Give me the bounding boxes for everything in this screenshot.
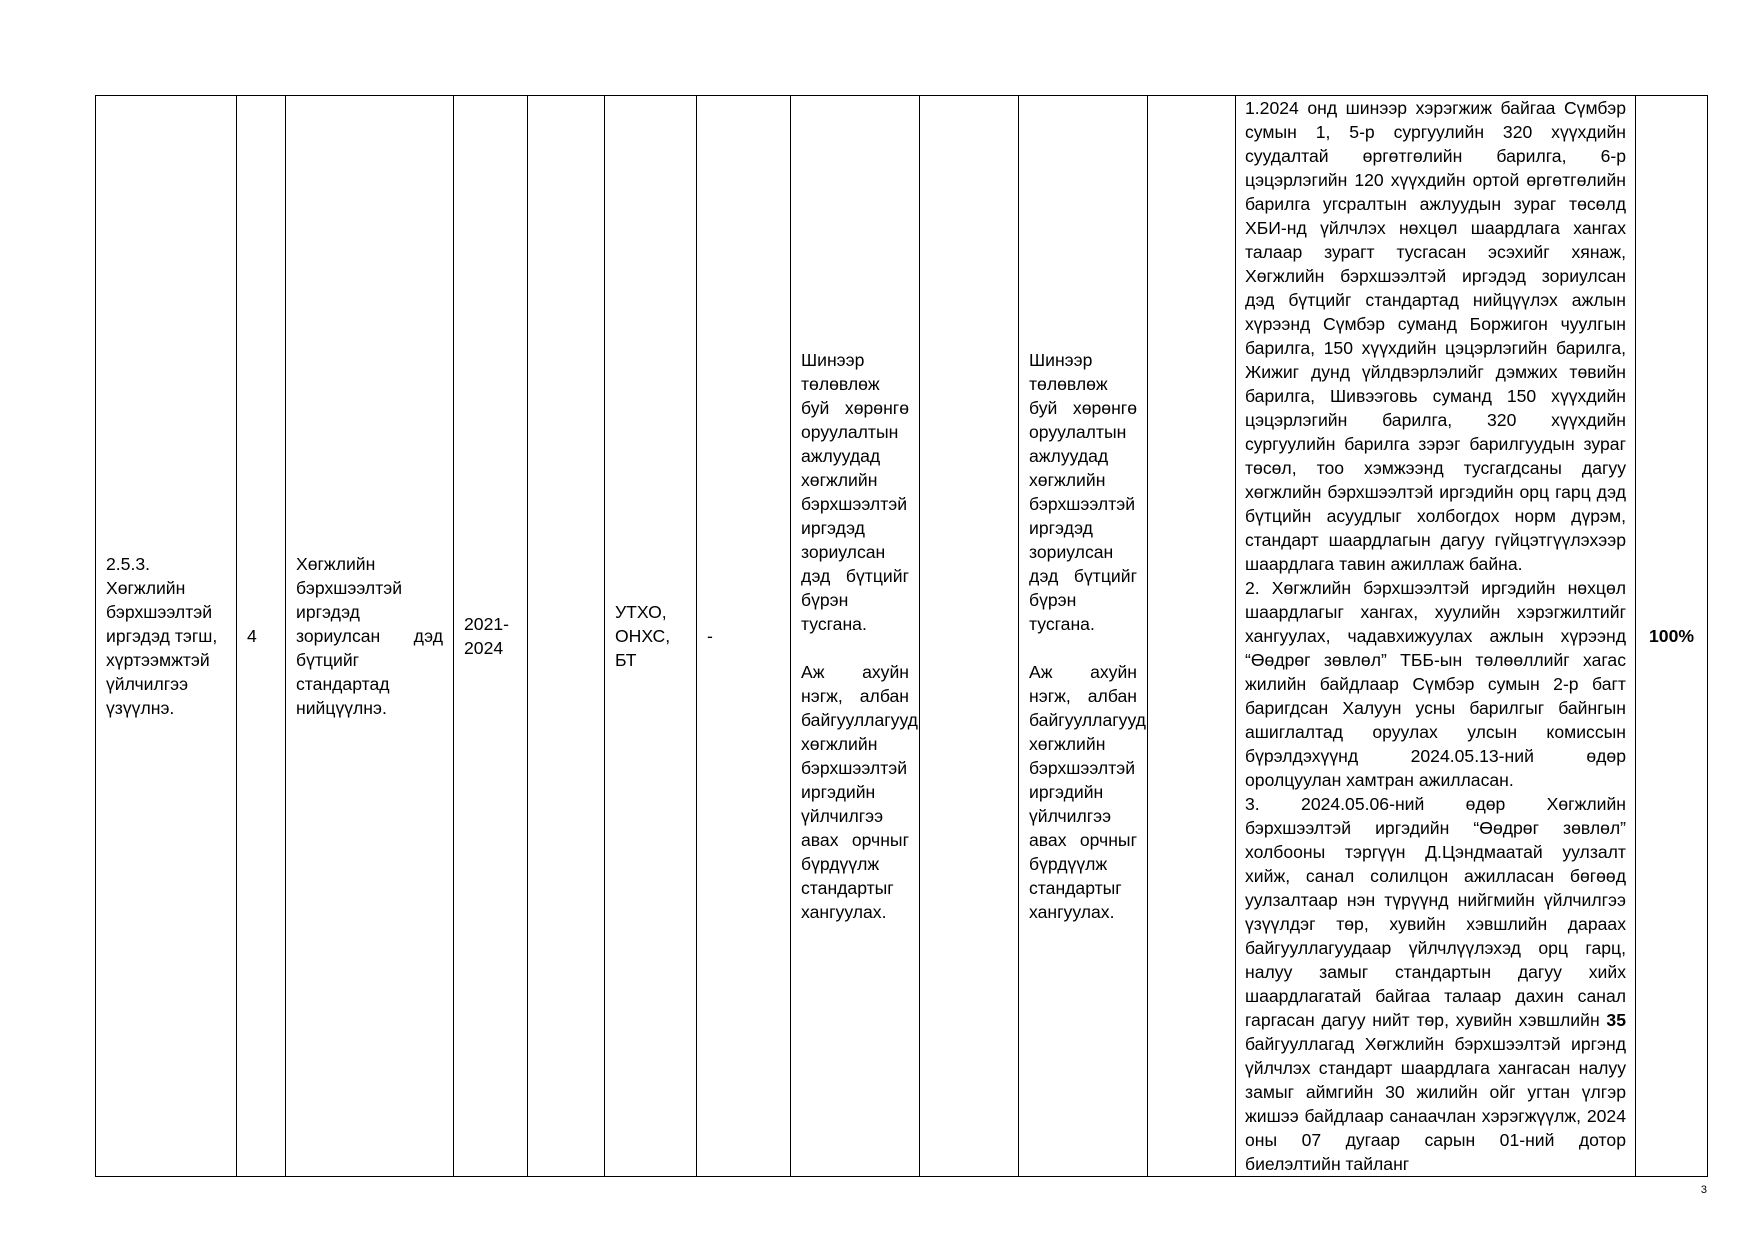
goal-code: 2.5.3. (106, 554, 151, 574)
target-text-2: Аж ахуйн нэгж, албан байгууллагууд хөгжлийн бэрхшээлтэй иргэдийн үйлчилгээ авах орчныг бүрдүүлж стандартыг хангуулах. (1029, 662, 1151, 922)
indicator-text-2: Аж ахуйн нэгж, албан байгууллагууд хөгжлийн бэрхшээлтэй иргэдийн үйлчилгээ авах орчныг бүрдүүлж стандартыг хангуулах. (801, 662, 923, 922)
report-paragraph-2: 2. Хөгжлийн бэрхшээлтэй иргэдийн нөхцөл шаардлагыг хангах, хуулийн хэрэгжилтийг хангуулах, чадавхижуулах ажлын хүрээнд “Өөдрөг зөвлөл” ТББ-ын төлөөллийг хагас жилийн байдлаар Сүмбэр сумын 2-р багт баригдсан Халуун усны барилгыг байнгын ашиглалтад оруулах улсын комиссын бүрэлдэхүүнд 2024.05.13-ний өдөр оролцуулан хамтран ажилласан. (1245, 578, 1626, 790)
plan-implementation-table (95, 95, 1708, 1177)
empty-cell-5 (528, 96, 605, 1177)
period-text: 2021-2024 (464, 614, 509, 658)
indicator-text-1: Шинээр төлөвлөж буй хөрөнгө оруулалтын ажлуудад хөгжлийн бэрхшээлтэй иргэдэд зориулсан дэд бүтцийг бүрэн тусгана. (801, 350, 914, 634)
row-number: 4 (247, 626, 257, 646)
action-text: Хөгжлийн бэрхшээлтэй иргэдэд зориулсан дэд бүтцийг стандартад нийцүүлнэ. (296, 554, 448, 718)
page-number: 3 (1700, 1184, 1707, 1196)
target-cell (1019, 96, 1151, 1177)
target-text-1: Шинээр төлөвлөж буй хөрөнгө оруулалтын ажлуудад хөгжлийн бэрхшээлтэй иргэдэд зориулсан дэд бүтцийг бүрэн тусгана. (1029, 350, 1142, 634)
number-cell (237, 96, 286, 1177)
table-row (96, 96, 1708, 1177)
period-cell (454, 96, 528, 1177)
dash-cell (697, 96, 791, 1177)
goal-cell (96, 96, 237, 1177)
report-paragraph-3-start: 3. 2024.05.06-ний өдөр Хөгжлийн бэрхшээлтэй иргэдийн “Өөдрөг зөвлөл” холбооны тэргүүн Д.Цэндмаатай уулзалт хийж, санал солилцон ажилласан бөгөөд уулзалтаар нэн түрүүнд нийгмийн үйлчилгээ үзүүлдэг төр, хувийн хэвшлийн дараах байгууллагуудаар үйлчлүүлэхэд орц гарц, налуу замыг стандартын дагуу хийх шаардлагатай байгаа талаар дахин санал гаргасан дагуу нийт төр, хувийн хэвшлийн (1245, 794, 1626, 1030)
completion-percent: 100% (1649, 626, 1694, 646)
goal-text: Хөгжлийн бэрхшээлтэй иргэдэд тэгш, хүртээмжтэй үйлчилгээ үзүүлнэ. (106, 578, 223, 718)
responsible-cell (605, 96, 697, 1177)
percent-cell (1636, 96, 1708, 1177)
responsible-text: УТХО, ОНХС, БТ (615, 602, 676, 670)
empty-cell-11 (1148, 96, 1236, 1177)
report-organization-count: 35 (1606, 1010, 1626, 1030)
report-paragraph-3-end: байгууллагад Хөгжлийн бэрхшээлтэй иргэнд үйлчлэх стандарт шаардлага хангасан налуу замыг аймгийн 30 жилийн ойг угтан үлгэр жишээ байдлаар санаачлан хэрэгжүүлж, 2024 оны 07 дугаар сарын 01-ний дотор биелэлтийн тайланг (1245, 1034, 1626, 1174)
dash-text: - (707, 626, 713, 646)
indicator-cell (791, 96, 923, 1177)
empty-cell-9 (920, 96, 1019, 1177)
report-paragraph-3 (1245, 792, 1626, 1176)
report-paragraph-1: 1.2024 онд шинээр хэрэгжиж байгаа Сүмбэр сумын 1, 5-р сургуулийн 320 хүүхдийн суудалтай өргөтгөлийн барилга, 6-р цэцэрлэгийн 120 хүүхдийн ортой өргөтгөлийн барилга угсралтын ажлуудын зураг төсөлд ХБИ-нд үйлчлэх нөхцөл шаардлага хангах талаар зурагт тусгасан эсэхийг хянаж, Хөгжлийн бэрхшээлтэй иргэдэд зориулсан дэд бүтцийг стандартад нийцүүлэх ажлын хүрээнд Сүмбэр суманд Боржигон чуулгын барилга, 150 хүүхдийн цэцэрлэгийн барилга, Жижиг дунд үйлдвэрлэлийг дэмжих төвийн барилга, Шивээговь суманд 150 хүүхдийн цэцэрлэгийн барилга, 320 хүүхдийн сургуулийн барилга зэрэг барилгуудын зураг төсөл, тоо хэмжээнд тусгагдсаны дагуу хөгжлийн бэрхшээлтэй иргэдийн орц гарц дэд бүтцийн асуудлыг холбогдох норм дүрэм, стандарт шаардлагын дагуу гүйцэтгүүлэхээр шаардлага тавин ажиллаж байна. (1245, 98, 1626, 574)
action-cell (286, 96, 454, 1177)
report-cell (1236, 96, 1636, 1177)
